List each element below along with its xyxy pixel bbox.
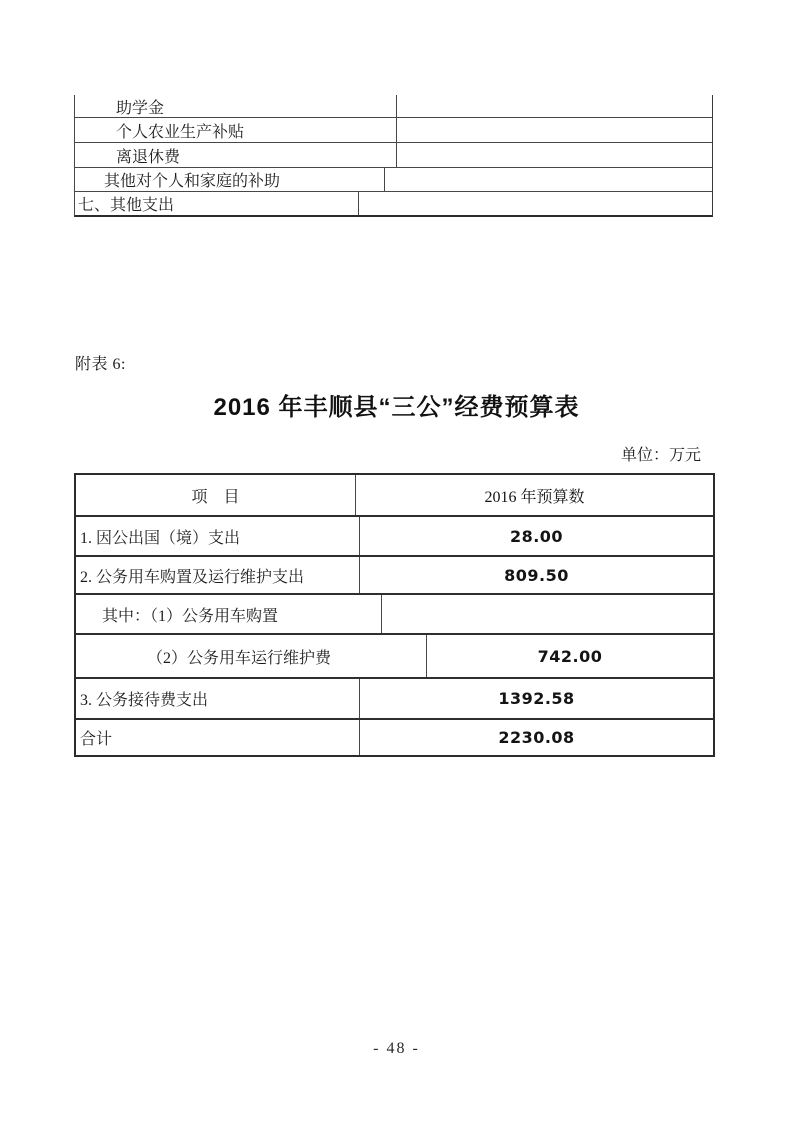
row-label: 其他对个人和家庭的补助 — [75, 168, 385, 191]
row-value — [385, 168, 712, 191]
table-row — [75, 143, 712, 168]
row-value: 809.50 — [504, 565, 569, 585]
row-label: 2. 公务用车购置及运行维护支出 — [76, 557, 360, 593]
row-value — [397, 95, 712, 117]
table-row — [76, 679, 713, 720]
row-value — [397, 143, 712, 167]
row-label: 助学金 — [75, 95, 397, 117]
table-row — [75, 95, 712, 118]
table-row — [76, 595, 713, 635]
row-label: 其中：（1）公务用车购置 — [76, 595, 382, 633]
row-label: 个人农业生产补贴 — [75, 118, 397, 142]
table-row — [75, 118, 712, 143]
appendix-label: 附表 6: — [75, 356, 126, 373]
row-value: 2230.08 — [498, 728, 575, 747]
column-header-budget: 2016 年预算数 — [484, 488, 585, 506]
table-row — [75, 192, 712, 215]
row-label: 合计 — [76, 720, 360, 755]
row-value: 1392.58 — [498, 689, 575, 708]
document-title: 2016 年丰顺县“三公”经费预算表 — [213, 394, 580, 421]
unit-label: 单位：万元 — [620, 447, 701, 464]
row-value — [397, 118, 712, 142]
table-row — [76, 517, 713, 557]
table-row — [76, 635, 713, 679]
row-value — [359, 192, 712, 215]
budget-table — [74, 473, 715, 757]
table-row — [76, 720, 713, 755]
row-value: 28.00 — [509, 526, 564, 546]
row-label: 1. 因公出国（境）支出 — [76, 517, 360, 555]
table-row — [75, 168, 712, 192]
continuation-table — [74, 95, 713, 217]
row-label: 离退休费 — [75, 143, 397, 167]
table-row — [76, 557, 713, 595]
page-number: - 48 - — [373, 1040, 420, 1057]
row-label: 3. 公务接待费支出 — [76, 679, 360, 718]
table-header-row — [76, 475, 713, 517]
row-value — [382, 595, 713, 633]
column-header-item: 项 目 — [76, 475, 356, 515]
row-value: 742.00 — [537, 646, 603, 666]
row-label: （2）公务用车运行维护费 — [76, 635, 427, 677]
row-label: 七、其他支出 — [75, 192, 359, 215]
